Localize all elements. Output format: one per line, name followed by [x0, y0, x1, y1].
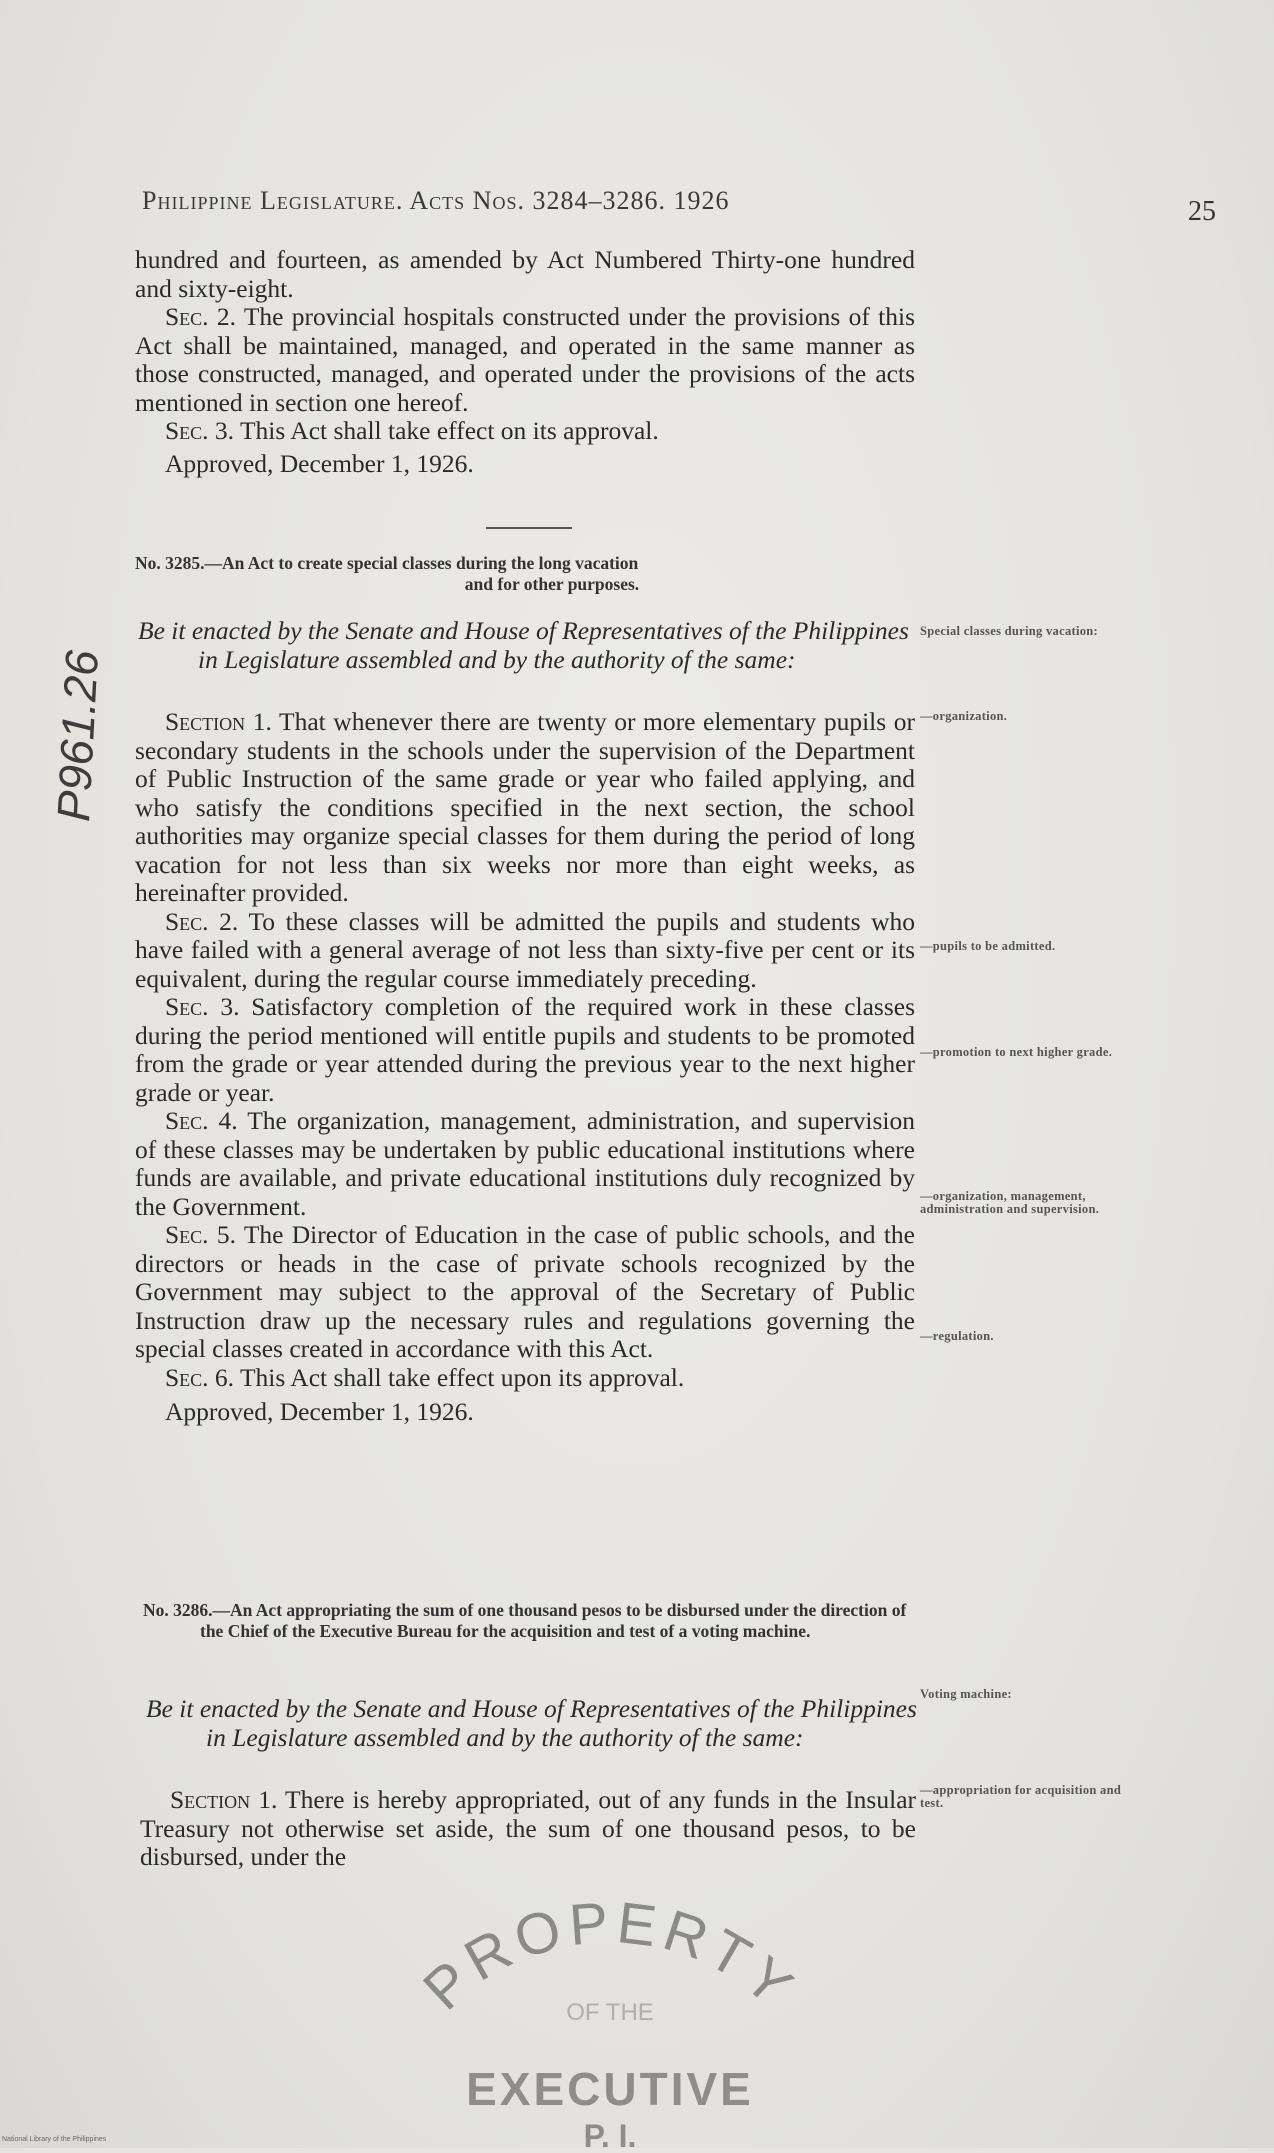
sec-text: That whenever there are twenty or more elementary pupils or secondary students in the schools under the supervision of the Department of Public Instruction of the same grade or year who failed applying, and who satisfy the conditions specified in the next section, the school authorities may organize special classes for them during the period of long vacation for not less than six weeks nor more than eight weeks, as hereinafter provided.: [135, 707, 916, 907]
stamp-line4: P. I.: [583, 2118, 637, 2148]
act-3285-title: [135, 553, 912, 595]
margin-note: Voting machine:: [920, 1687, 1012, 1701]
act-3285-sec5: [135, 1221, 915, 1364]
act-3285-sec3: [135, 993, 915, 1107]
page-number: 25: [1188, 196, 1216, 227]
act-3285-approved: Approved, December 1, 1926.: [165, 1397, 474, 1426]
sec-label: Section 1.: [165, 707, 272, 736]
bill-title-line: No. 3285.—An Act to create special classes during the long vacation: [135, 553, 639, 573]
margin-note: —pupils to be admitted.: [920, 939, 1056, 953]
handwritten-accession-mark: P961.26: [46, 648, 108, 823]
act-3284-approved: Approved, December 1, 1926.: [165, 448, 474, 478]
stamp-line3: EXECUTIVE: [466, 2063, 754, 2115]
act-3284-sec2: [135, 303, 915, 417]
sec-text: The Director of Education in the case of public schools, and the directors or heads in the case of private schools recognized by the Government may subject to the approval of the Secretary of Public Instruction draw up the necessary rules and regulations governing the special classes created in accordance with this Act.: [135, 1220, 915, 1363]
footer-credit: National Library of the Philippines: [2, 2136, 107, 2143]
sec-text: The organization, management, administration, and supervision of these classes may be undertaken by public educational institutions where funds are available, and private educational institutions duly recognized by the Government.: [135, 1106, 915, 1221]
margin-note: —organization.: [920, 709, 1008, 723]
sec-text: Satisfactory completion of the required work in these classes during the period mentioned will entitle pupils and students to be promoted from the grade or year attended during the previous year to the next higher grade or year.: [135, 992, 916, 1107]
act-3286-enacting: [146, 1695, 918, 1752]
sec-label: Sec. 6.: [165, 1362, 235, 1392]
act-3286-sec1: [140, 1786, 916, 1872]
sec-label: Sec. 2.: [165, 906, 239, 936]
act-3285-sec6: [135, 1364, 915, 1393]
sec-label: Sec. 2.: [165, 302, 236, 331]
act-3285-sec1: [135, 708, 915, 908]
act-3286-title: [143, 1600, 918, 1642]
sec-label: Sec. 3.: [165, 992, 240, 1021]
act-3285-enacting: [138, 617, 915, 674]
sec-text: This Act shall take effect on its approval.: [239, 416, 659, 445]
enacting-clause: Be it enacted by the Senate and House of Representatives of the Philippines in Legislature assembled and by the authority of the same:: [138, 616, 909, 674]
bill-title: [135, 553, 912, 595]
sec-label: Sec. 4.: [165, 1106, 238, 1135]
act-3285-sec4: [135, 1107, 915, 1221]
act-3284-sec3: [135, 417, 915, 446]
sec-label: Sec. 3.: [165, 416, 235, 445]
section-divider: [486, 527, 572, 529]
sec-text: There is hereby appropriated, out of any funds in the Insular Treasury not otherwise set aside, the sum of one thousand pesos, to be disbursed, under the: [140, 1785, 917, 1871]
margin-note: —appropriation for acquisition and test.: [920, 1783, 1122, 1810]
act-3284-end: [135, 246, 915, 478]
stamp-line1: PROPERTY: [411, 1895, 809, 2023]
act-3284-continuation: hundred and fourteen, as amended by Act Numbered Thirty-one hundred and sixty-eight.: [135, 245, 915, 303]
margin-note: Special classes during vacation:: [920, 624, 1099, 638]
sec-label: Section 1.: [170, 1785, 278, 1814]
margin-note: —regulation.: [920, 1329, 994, 1343]
sec-text: To these classes will be admitted the pupils and students who have failed with a general average of not less than sixty-five per cent or its equivalent, during the regular course immediately preceding.: [135, 906, 916, 993]
sec-text: The provincial hospitals constructed under the provisions of this Act shall be maintained, managed, and operated in the same manner as those constructed, managed, and operated under the provisions of the acts mentioned in section one hereof.: [135, 302, 915, 417]
bill-title-line: and for other purposes.: [464, 574, 640, 594]
stamp-graphic: [380, 1895, 840, 2148]
property-stamp: [380, 1895, 840, 2148]
sec-label: Sec. 5.: [165, 1220, 236, 1249]
act-3286-body: [140, 1786, 916, 1872]
stamp-line2: OF THE: [566, 1999, 654, 2026]
margin-note: —organization, management, administration and supervision.: [920, 1189, 1100, 1216]
sec-text: This Act shall take effect upon its approval.: [239, 1362, 685, 1392]
act-3285-body: [135, 708, 915, 1427]
enacting-clause: Be it enacted by the Senate and House of Representatives of the Philippines in Legislature assembled and by the authority of the same:: [146, 1694, 917, 1752]
running-head: Philippine Legislature. Acts Nos. 3284–3286. 1926: [142, 186, 730, 215]
bill-title: No. 3286.—An Act appropriating the sum of one thousand pesos to be disbursed under the direction of the Chief of the Executive Bureau for the acquisition and test of a voting machine.: [143, 1600, 907, 1641]
act-3285-sec2: [135, 908, 915, 994]
margin-note: —promotion to next higher grade.: [920, 1045, 1113, 1059]
